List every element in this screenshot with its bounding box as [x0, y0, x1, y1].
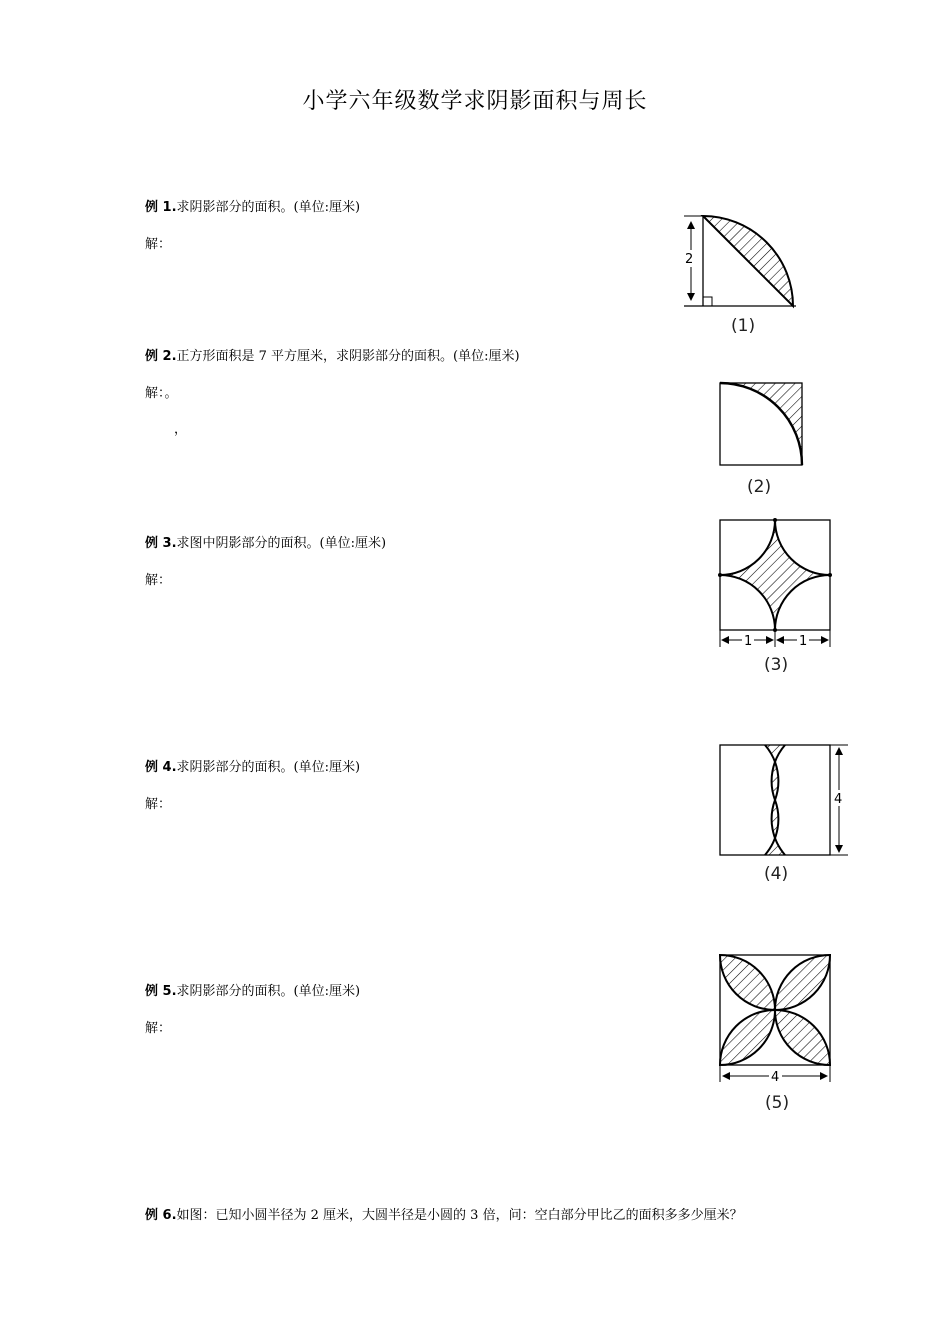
figure-1-caption: (1) — [731, 316, 756, 336]
example-4-label: 例 4. — [145, 760, 177, 775]
figure-4-dim: 4 — [834, 792, 843, 807]
figure-2 — [720, 383, 802, 497]
figure-3 — [718, 518, 832, 675]
example-1-solution: 解： — [145, 237, 172, 252]
figure-4-shaded-bottom — [765, 800, 785, 855]
example-2-label: 例 2. — [145, 349, 177, 364]
example-5-solution: 解： — [145, 1021, 172, 1036]
figure-4-shaded-top — [765, 745, 785, 800]
page-title: 小学六年级数学求阴影面积与周长 — [302, 89, 648, 114]
figure-5-petal-bottom-left — [720, 1010, 775, 1065]
example-1-text: 求阴影部分的面积。(单位:厘米) — [176, 200, 361, 215]
example-3-text: 求图中阴影部分的面积。(单位:厘米) — [176, 536, 387, 551]
example-4-text: 求阴影部分的面积。(单位:厘米) — [176, 760, 361, 775]
figure-4 — [720, 745, 848, 884]
figure-1-dim: 2 — [685, 252, 694, 267]
figure-3-dim-right: 1 — [799, 634, 808, 649]
figure-5-petal-top-right — [775, 955, 830, 1010]
figure-3-caption: (3) — [764, 655, 789, 675]
figure-5-petal-top-left — [720, 955, 775, 1010]
example-2-extra: ， — [174, 422, 188, 437]
figure-3-shaded-region — [720, 520, 830, 630]
figure-1 — [684, 216, 796, 336]
figure-5-dim: 4 — [771, 1070, 780, 1085]
example-2-solution: 解：。 — [145, 386, 178, 401]
figure-4-caption: (4) — [764, 864, 789, 884]
example-6-text: 如图：已知小圆半径为 2 厘米，大圆半径是小圆的 3 倍，问：空白部分甲比乙的面积多多少厘米？ — [176, 1208, 743, 1223]
example-5-label: 例 5. — [145, 984, 177, 999]
figure-5 — [720, 955, 830, 1113]
figure-3-dim-left: 1 — [744, 634, 753, 649]
example-3-label: 例 3. — [145, 536, 177, 551]
figure-1-shaded-segment — [703, 216, 793, 306]
figure-5-caption: (5) — [765, 1093, 790, 1113]
example-2-text: 正方形面积是 7 平方厘米，求阴影部分的面积。(单位:厘米) — [176, 349, 520, 364]
example-6-label: 例 6. — [145, 1208, 177, 1223]
figure-5-petal-bottom-right — [775, 1010, 830, 1065]
figure-2-caption: (2) — [747, 477, 772, 497]
example-1-label: 例 1. — [145, 200, 177, 215]
example-3-solution: 解： — [145, 573, 172, 588]
example-4-solution: 解： — [145, 797, 172, 812]
example-5-text: 求阴影部分的面积。(单位:厘米) — [176, 984, 361, 999]
